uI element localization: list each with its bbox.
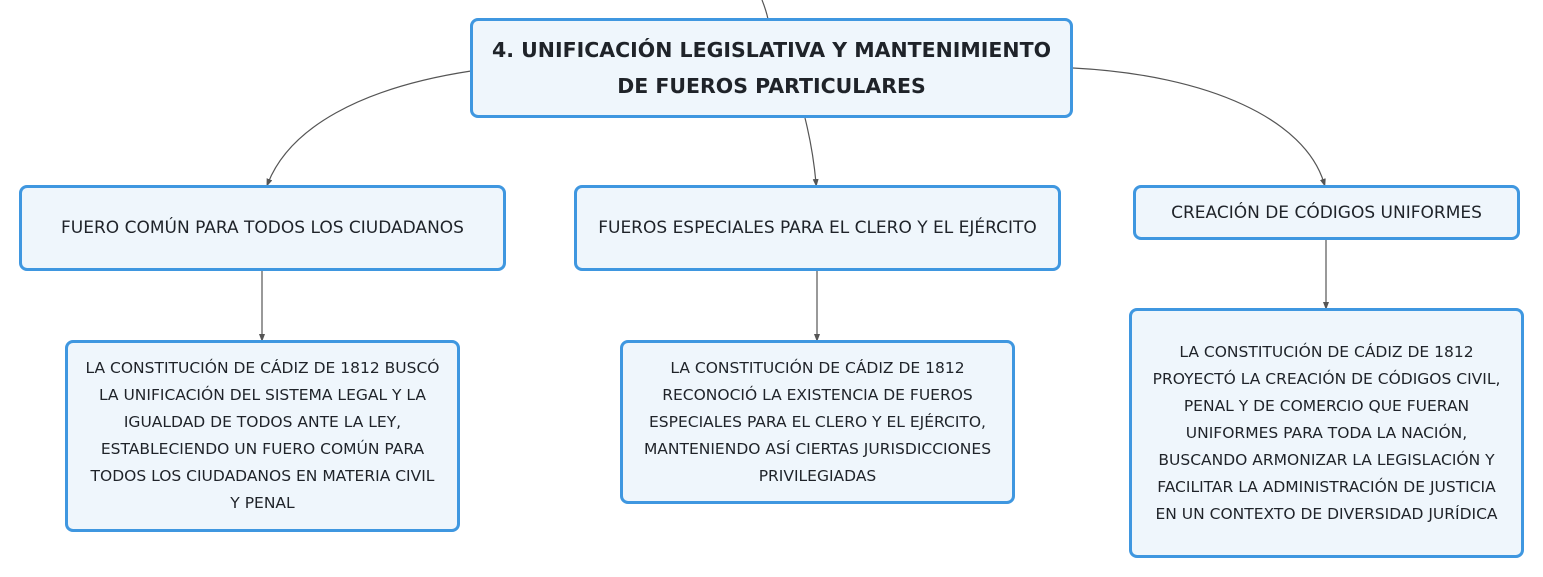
detail-line: FACILITAR LA ADMINISTRACIÓN DE JUSTICIA <box>1157 477 1496 496</box>
detail-text-fueros-especiales <box>644 355 991 490</box>
detail-node-fueros-especiales[interactable] <box>620 340 1015 504</box>
detail-line: LA UNIFICACIÓN DEL SISTEMA LEGAL Y LA <box>98 386 427 404</box>
topic-label-fueros-especiales: FUEROS ESPECIALES PARA EL CLERO Y EL EJÉRCITO <box>598 218 1037 238</box>
detail-node-fuero-comun[interactable] <box>65 340 460 532</box>
detail-line: PRIVILEGIADAS <box>758 466 877 485</box>
connector-root-to-fueros-especiales <box>805 118 816 183</box>
detail-line: EN UN CONTEXTO DE DIVERSIDAD JURÍDICA <box>1155 504 1498 523</box>
topic-label-codigos-uniformes: CREACIÓN DE CÓDIGOS UNIFORMES <box>1171 202 1482 223</box>
detail-line: LA CONSTITUCIÓN DE CÁDIZ DE 1812 <box>1179 342 1474 361</box>
topic-node-fuero-comun[interactable] <box>19 185 506 271</box>
root-topic-title <box>492 32 1051 104</box>
detail-line: PROYECTÓ LA CREACIÓN DE CÓDIGOS CIVIL, <box>1152 369 1501 388</box>
detail-text-codigos-uniformes <box>1153 339 1501 528</box>
topic-label-fuero-comun: FUERO COMÚN PARA TODOS LOS CIUDADANOS <box>61 218 464 238</box>
detail-line: LA CONSTITUCIÓN DE CÁDIZ DE 1812 <box>670 358 965 377</box>
detail-line: ESPECIALES PARA EL CLERO Y EL EJÉRCITO, <box>648 412 986 431</box>
root-topic-node[interactable] <box>470 18 1073 118</box>
detail-line: PENAL Y DE COMERCIO QUE FUERAN <box>1183 396 1470 415</box>
detail-line: RECONOCIÓ LA EXISTENCIA DE FUEROS <box>662 385 973 404</box>
detail-line: UNIFORMES PARA TODA LA NACIÓN, <box>1185 423 1468 442</box>
topic-node-fueros-especiales[interactable] <box>574 185 1061 271</box>
root-title-line-1: 4. UNIFICACIÓN LEGISLATIVA Y MANTENIMIENTO <box>491 38 1052 62</box>
connector-root-to-fuero-comun <box>268 71 471 183</box>
detail-line: TODOS LOS CIUDADANOS EN MATERIA CIVIL <box>90 467 435 485</box>
detail-line: BUSCANDO ARMONIZAR LA LEGISLACIÓN Y <box>1158 450 1495 469</box>
topic-node-codigos-uniformes[interactable] <box>1133 185 1520 240</box>
detail-text-fuero-comun <box>86 355 440 517</box>
detail-node-codigos-uniformes[interactable] <box>1129 308 1524 558</box>
detail-line: MANTENIENDO ASÍ CIERTAS JURISDICCIONES <box>643 439 992 458</box>
detail-line: IGUALDAD DE TODOS ANTE LA LEY, <box>123 413 402 431</box>
connector-parent-to-root <box>762 0 768 19</box>
detail-line: LA CONSTITUCIÓN DE CÁDIZ DE 1812 BUSCÓ <box>85 359 440 377</box>
detail-line: ESTABLECIENDO UN FUERO COMÚN PARA <box>100 440 425 458</box>
root-title-line-2: DE FUEROS PARTICULARES <box>617 74 926 98</box>
detail-line: Y PENAL <box>230 494 295 512</box>
connector-root-to-codigos <box>1073 68 1324 183</box>
